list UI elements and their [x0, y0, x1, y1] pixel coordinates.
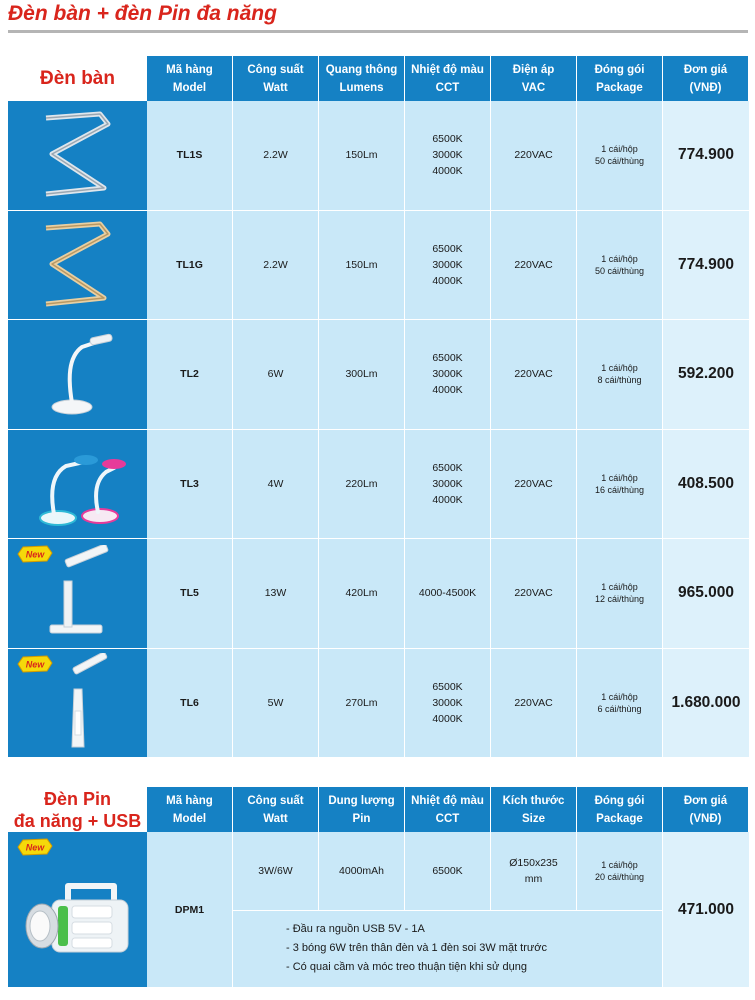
product-image-tl1g — [8, 211, 147, 321]
new-badge-icon — [16, 655, 54, 673]
size-line: Ø150x235 — [509, 857, 558, 869]
cct-value: 3000K — [432, 477, 463, 490]
cct-value: 4000K — [432, 712, 463, 725]
section-label-line: Đèn Pin — [43, 788, 111, 809]
header-size-vi: Kích thước — [502, 794, 565, 807]
zigzag-lamp-silver-icon — [38, 110, 118, 200]
gooseneck-lamp-white-icon — [38, 329, 118, 419]
section-label-line: đa năng + USB — [13, 810, 142, 831]
cct-value: 3000K — [432, 258, 463, 271]
cell-power-tl1s: 2.2W — [233, 101, 319, 211]
header-size-en: Size — [521, 812, 545, 825]
cell-cct-tl1s — [405, 101, 491, 211]
new-badge-label: New — [25, 842, 45, 853]
zigzag-lamp-gold-icon — [38, 220, 118, 310]
header-model-en: Model — [172, 81, 207, 94]
cell-flux-tl6: 270Lm — [319, 649, 405, 759]
cell-package-tl6 — [577, 649, 663, 759]
package-line: 6 cái/thùng — [597, 703, 642, 714]
cell-capacity-dpm1: 4000mAh — [319, 832, 405, 911]
cell-price-dpm1: 471.000 — [663, 832, 749, 988]
cell-power-tl1g: 2.2W — [233, 211, 319, 321]
cct-value: 3000K — [432, 696, 463, 709]
header-package — [577, 56, 663, 101]
cell-flux-tl2: 300Lm — [319, 320, 405, 430]
cct-value: 6500K — [432, 352, 463, 365]
header-voltage — [491, 56, 577, 101]
cell-cct-tl1g — [405, 211, 491, 321]
cell-price-tl5: 965.000 — [663, 539, 749, 649]
cct-value: 6500K — [432, 680, 463, 693]
cell-voltage-tl3: 220VAC — [491, 430, 577, 540]
header-model-vi: Mã hàng — [166, 794, 213, 807]
feature-notes — [286, 920, 547, 977]
header-price-en: (VNĐ) — [689, 81, 722, 94]
cell-flux-tl5: 420Lm — [319, 539, 405, 649]
product-image-tl3 — [8, 430, 147, 540]
header-model — [147, 56, 233, 101]
cell-flux-tl1s: 150Lm — [319, 101, 405, 211]
cell-package-tl3 — [577, 430, 663, 540]
section-label-desk-lamp: Đèn bàn — [8, 56, 147, 101]
cct-value: 6500K — [432, 133, 463, 146]
cell-model-tl1s: TL1S — [147, 101, 233, 211]
package-line: 1 cái/hộp — [601, 691, 638, 702]
cell-voltage-tl1s: 220VAC — [491, 101, 577, 211]
header-package-vi: Đóng gói — [594, 794, 645, 807]
package-line: 50 cái/thùng — [594, 265, 645, 276]
header-power-en: Watt — [263, 812, 288, 825]
new-badge-icon — [16, 545, 54, 563]
header-power-vi: Công suất — [247, 63, 304, 76]
package-line: 16 cái/thùng — [594, 484, 645, 495]
cell-price-tl2: 592.200 — [663, 320, 749, 430]
header-power-vi: Công suất — [247, 794, 304, 807]
cell-flux-tl1g: 150Lm — [319, 211, 405, 321]
cell-power-tl3: 4W — [233, 430, 319, 540]
page-title: Đèn bàn + đèn Pin đa năng — [8, 2, 277, 25]
size-line: mm — [524, 873, 543, 885]
header-model — [147, 787, 233, 832]
header-cct — [405, 56, 491, 101]
cct-value: 4000K — [432, 165, 463, 178]
color-lamps-icon — [28, 436, 128, 532]
header-capacity-en: Pin — [352, 812, 371, 825]
cell-cct-dpm1: 6500K — [405, 832, 491, 911]
cct-value: 4000K — [432, 274, 463, 287]
header-package-vi: Đóng gói — [594, 63, 645, 76]
cell-price-tl3: 408.500 — [663, 430, 749, 540]
header-price — [663, 787, 749, 832]
header-flux-vi: Quang thông — [325, 63, 398, 76]
cct-value: 6500K — [432, 461, 463, 474]
cell-voltage-tl1g: 220VAC — [491, 211, 577, 321]
new-badge-label: New — [25, 549, 45, 560]
flashlight-icon — [18, 872, 138, 972]
feature-note: - 3 bóng 6W trên thân đèn và 1 đèn soi 3W mặt trước — [286, 942, 547, 954]
header-cct-en: CCT — [435, 81, 460, 94]
cell-cct-tl5 — [405, 539, 491, 649]
title-divider — [8, 30, 748, 33]
header-size — [491, 787, 577, 832]
header-model-en: Model — [172, 812, 207, 825]
cct-value: 4000K — [432, 493, 463, 506]
cell-package-tl1s — [577, 101, 663, 211]
cell-flux-tl3: 220Lm — [319, 430, 405, 540]
header-voltage-vi: Điện áp — [512, 63, 555, 76]
header-cct — [405, 787, 491, 832]
package-line: 8 cái/thùng — [597, 375, 642, 386]
package-line: 1 cái/hộp — [601, 253, 638, 264]
cell-model-dpm1: DPM1 — [147, 832, 233, 988]
cell-voltage-tl5: 220VAC — [491, 539, 577, 649]
cell-model-tl6: TL6 — [147, 649, 233, 759]
header-model-vi: Mã hàng — [166, 63, 213, 76]
desk-lamp-table — [8, 56, 749, 758]
product-image-tl2 — [8, 320, 147, 430]
header-power — [233, 56, 319, 101]
new-badge-icon — [16, 838, 54, 856]
cell-price-tl1s: 774.900 — [663, 101, 749, 211]
cct-value: 4000K — [432, 384, 463, 397]
cell-power-tl2: 6W — [233, 320, 319, 430]
cell-package-tl2 — [577, 320, 663, 430]
product-image-tl6 — [8, 649, 147, 759]
package-line: 20 cái/thùng — [594, 872, 645, 882]
new-badge-label: New — [25, 659, 45, 669]
cell-voltage-tl6: 220VAC — [491, 649, 577, 759]
package-line: 50 cái/thùng — [594, 156, 645, 167]
header-price — [663, 56, 749, 101]
header-flux — [319, 56, 405, 101]
cell-voltage-tl2: 220VAC — [491, 320, 577, 430]
cell-model-tl1g: TL1G — [147, 211, 233, 321]
package-line: 1 cái/hộp — [601, 860, 638, 870]
cell-cct-tl6 — [405, 649, 491, 759]
header-power-en: Watt — [263, 81, 288, 94]
header-cct-vi: Nhiệt độ màu — [411, 794, 484, 807]
product-image-tl1s — [8, 101, 147, 211]
cell-model-tl5: TL5 — [147, 539, 233, 649]
cell-power-dpm1: 3W/6W — [233, 832, 319, 911]
section-label-flashlight — [8, 787, 147, 832]
header-flux-en: Lumens — [339, 81, 384, 94]
cell-model-tl2: TL2 — [147, 320, 233, 430]
header-package-en: Package — [596, 812, 643, 825]
header-price-vi: Đơn giá — [683, 794, 728, 807]
header-capacity — [319, 787, 405, 832]
cell-package-dpm1 — [577, 832, 663, 911]
product-image-tl5 — [8, 539, 147, 649]
cct-value: 4000-4500K — [418, 587, 477, 600]
header-cct-en: CCT — [435, 812, 460, 825]
header-price-vi: Đơn giá — [683, 63, 728, 76]
package-line: 1 cái/hộp — [601, 144, 638, 155]
cell-package-tl1g — [577, 211, 663, 321]
cell-price-tl6: 1.680.000 — [663, 649, 749, 759]
header-cct-vi: Nhiệt độ màu — [411, 63, 484, 76]
package-line: 1 cái/hộp — [601, 472, 638, 483]
cell-size-dpm1 — [491, 832, 577, 911]
cct-value: 6500K — [432, 242, 463, 255]
cct-value: 3000K — [432, 149, 463, 162]
cell-cct-tl3 — [405, 430, 491, 540]
package-line: 12 cái/thùng — [594, 594, 645, 605]
cell-cct-tl2 — [405, 320, 491, 430]
cell-model-tl3: TL3 — [147, 430, 233, 540]
feature-note: - Có quai cầm và móc treo thuận tiện khi sử dụng — [286, 961, 527, 973]
header-capacity-vi: Dung lượng — [328, 794, 395, 807]
cell-package-tl5 — [577, 539, 663, 649]
header-package-en: Package — [596, 81, 643, 94]
header-price-en: (VNĐ) — [689, 812, 722, 825]
header-power — [233, 787, 319, 832]
cell-price-tl1g: 774.900 — [663, 211, 749, 321]
cell-power-tl6: 5W — [233, 649, 319, 759]
cell-power-tl5: 13W — [233, 539, 319, 649]
product-image-dpm1 — [8, 832, 147, 988]
package-line: 1 cái/hộp — [601, 363, 638, 374]
header-voltage-en: VAC — [521, 81, 546, 94]
package-line: 1 cái/hộp — [601, 582, 638, 593]
header-package — [577, 787, 663, 832]
feature-note: - Đầu ra nguồn USB 5V - 1A — [286, 923, 425, 935]
cct-value: 3000K — [432, 368, 463, 381]
